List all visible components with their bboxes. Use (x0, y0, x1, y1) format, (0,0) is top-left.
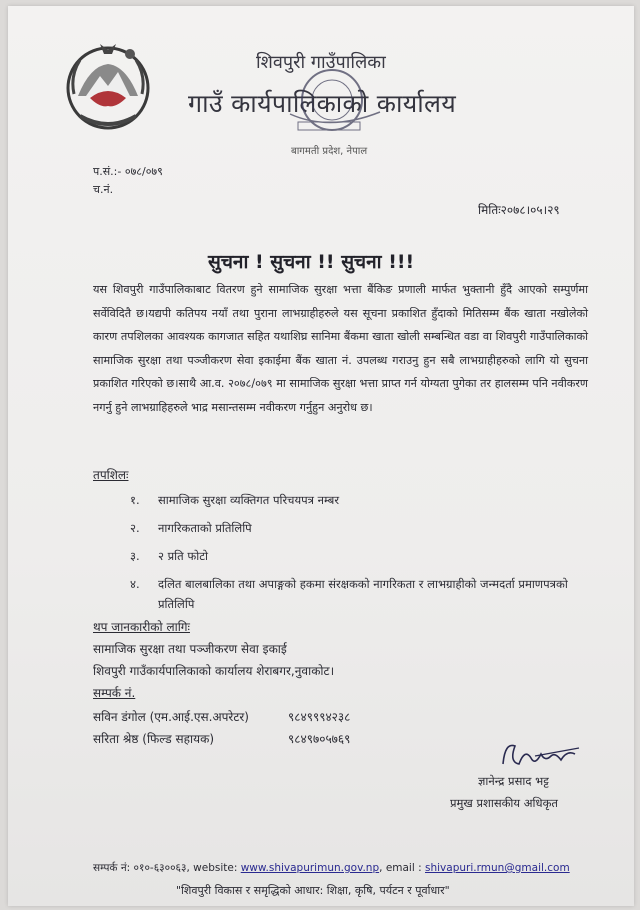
contact-phone: ९८४९९९४२३८ (288, 710, 351, 724)
list-item-number: ३. (130, 549, 140, 563)
website-link[interactable]: www.shivapurimun.gov.np (240, 862, 380, 874)
list-item-text: २ प्रति फोटो (158, 549, 208, 563)
list-item-number: २. (130, 521, 140, 535)
more-info-title: थप जानकारीको लागिः (93, 620, 190, 634)
office-address: बागमती प्रदेश, नेपाल (291, 146, 368, 157)
contact-row (93, 708, 351, 725)
footer-email-label: email : (385, 862, 422, 874)
signatory-title: प्रमुख प्रशासकीय अधिकृत (450, 796, 558, 810)
list-item (130, 490, 600, 510)
contact-row (93, 730, 351, 747)
contact-name: सविन डंगोल (एम.आई.एस.अपरेटर) (93, 710, 249, 724)
signatory-name: ज्ञानेन्द्र प्रसाद भट्ट (478, 774, 549, 788)
list-item (130, 546, 600, 566)
list-item-text: दलित बालबालिका तथा अपाङ्गको हकमा संरक्षकको नागरिकता र लाभग्राहीको जन्मदर्ता प्रमाणपत्रको प्रतिलिपि (158, 577, 568, 611)
contacts-title: सम्पर्क नं. (93, 686, 136, 700)
list-item (130, 518, 600, 538)
office-name: गाउँ कार्यपालिकाको कार्यालय (188, 89, 457, 118)
nepal-government-emblem-icon (60, 36, 156, 136)
list-item (130, 574, 600, 614)
notice-heading: सुचना ! सुचना !! सुचना !!! (208, 251, 415, 273)
list-item-text: नागरिकताको प्रतिलिपि (158, 521, 252, 535)
list-item-number: ४. (130, 577, 140, 591)
footer-phone-label: सम्पर्क नं: (93, 862, 131, 874)
list-item-text: सामाजिक सुरक्षा व्यक्तिगत परिचयपत्र नम्बर (158, 493, 340, 507)
handwritten-signature (495, 734, 585, 778)
reference-number: प.सं.:- ०७८/०७९ (93, 165, 163, 178)
footer-website-label: website: (193, 862, 238, 874)
list-item-number: १. (130, 493, 140, 507)
footer-contact-line: सम्पर्क नं: ०१०-६३००६३, website: www.shivapurimun.gov.np, email : shivapuri.rmun@gmail.com (93, 862, 570, 874)
footer-motto: "शिवपुरी विकास र समृद्धिको आधार: शिक्षा, कृषि, पर्यटन र पूर्वाधार" (176, 884, 450, 897)
organization-name: शिवपुरी गाउँपालिका (256, 52, 386, 73)
footer-phone: ०१०-६३००६३ (133, 862, 187, 874)
contact-name: सरिता श्रेष्ठ (फिल्ड सहायक) (93, 732, 214, 746)
info-office-address: शिवपुरी गाउँकार्यपालिकाको कार्यालय शेराबगर,नुवाकोट। (93, 664, 335, 678)
email-link[interactable]: shivapuri.rmun@gmail.com (425, 862, 570, 874)
letter-page (8, 6, 634, 906)
notice-body: यस शिवपुरी गाउँपालिकाबाट वितरण हुने सामाजिक सुरक्षा भत्ता बैंकिङ प्रणाली मार्फत भुक्तानी हुँदै आएको सम्पुर्णमा सर्वेविदितै छ।यद्यपी कतिपय नयाँ तथा पुराना लाभग्राहीहरुले यस सूचना प्रकाशित हुँदाको मितिसम्म बैंक खाता नखोलेको कारण तपशिलका आवश्यक कागजात सहित यथाशिघ्र सानिमा बैंकमा खाता खोली सम्बन्धित वडा वा शिवपुरी गाउँपालिकाको सामाजिक सुरक्षा तथा पञ्जीकरण सेवा इकाईमा बैंक खाता नं. उपलब्ध गराउनु हुन सबै लाभग्राहीहरुको लागि यो सुचना प्रकाशित गरिएको छ।साथै आ.व. २०७८/०७९ मा सामाजिक सुरक्षा भत्ता प्राप्त गर्न योग्यता पुगेका तर हालसम्म पनि नवीकरण नगर्नु हुने लाभग्राहिहरुले भाद्र मसान्तसम्म नवीकरण गर्नुहुन अनुरोध छ। (93, 283, 588, 414)
contact-phone: ९८४९७०५७६९ (288, 732, 351, 746)
dispatch-number: च.नं. (93, 183, 114, 196)
letter-date: मितिः२०७८।०५।२९ (478, 203, 560, 217)
requirements-title: तपशिलः (93, 468, 129, 482)
requirements-list (130, 490, 600, 622)
info-unit-name: सामाजिक सुरक्षा तथा पञ्जीकरण सेवा इकाई (93, 642, 287, 656)
